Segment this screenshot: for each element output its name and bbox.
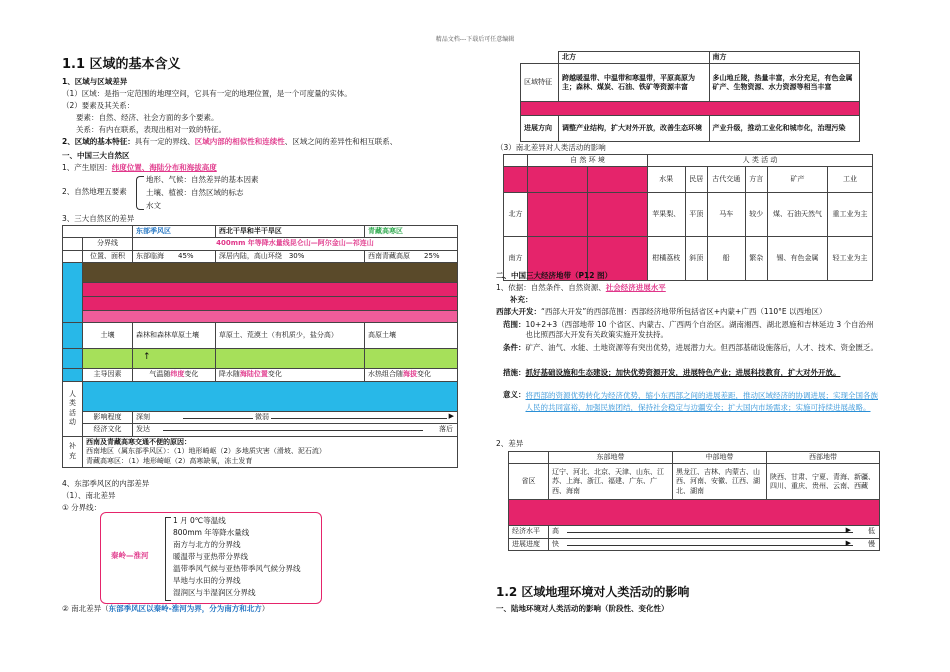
col-header: 矿产 (768, 167, 828, 193)
north-south-table (520, 51, 860, 142)
cell: 跨越暖温带、中温带和寒温带，平原高原为主；森林、煤炭、石油、铁矿等资源丰富 (559, 64, 710, 102)
natural-regions-table (62, 225, 458, 468)
row-label: 位置、面积 (83, 250, 133, 262)
section-title: 1.1 区域的基本含义 (62, 57, 181, 72)
heading: 一、陆地环境对人类活动的影响（阶段性、变化性） (496, 604, 669, 613)
col-header: 方言 (745, 167, 768, 193)
section-title: 1.2 区域地理环境对人类活动的影响 (496, 585, 690, 599)
text-line: （2）要素及其关系： (62, 101, 135, 110)
col-header: 自 然 环 境 (528, 155, 648, 167)
text-block: 条件： 矿产、油气、水能、土地资源等有突出优势，进展潜力大。但西部基础设施落后，人才、技术、资金匮乏。 (503, 343, 878, 352)
text-line: 3、三大自然区的差异 (62, 214, 135, 223)
col-header: 中部地带 (673, 452, 767, 464)
row-label: 分界线 (83, 238, 133, 250)
divide-name: 秦岭—淮河 (111, 551, 149, 560)
divide-list-item: 南方与北方的分界线 (173, 540, 241, 549)
cell: 较少 (745, 193, 768, 237)
row-label: 省区 (509, 464, 549, 500)
cell: 马车 (708, 193, 746, 237)
text-block: 范围： 10+2+3（西部地带 10 个省区、内蒙古、广西两个自治区。湖南湘西、湖北恩施和吉林延边 3 个自治州也比照西部大开发有关政策实施开发扶持。 (503, 320, 874, 340)
text-line: ② 南北差异（东部季风区以秦岭-淮河为界，分为南方和北方） (62, 604, 270, 613)
col-header: 西部地带 (767, 452, 880, 464)
divide-list-item: 湿润区与半湿润区分界线 (173, 588, 256, 597)
cell: 森林和森林草原土壤 (133, 323, 216, 349)
page-header: 精品文档---下载后可任意编辑 (435, 36, 515, 43)
text-block: 意义： 将西部的资源优势转化为经济优势，缩小东西部之间的进展差距，推动区域经济的协调进展；实现全国各族人民的共同富裕，加强民族团结，保持社会稳定与边疆安全；扩大国内市场需求；实施可持续进展战略。 (503, 390, 878, 412)
row-label: 土壤 (83, 323, 133, 349)
cell: 多山地丘陵，热量丰富，水分充足，有色金属矿产、生物资源、水力资源等相当丰富 (709, 64, 860, 102)
cell: 快 ▶ 慢 (549, 538, 880, 550)
cell: 东部临海 45% (133, 250, 216, 262)
divide-list-item: 旱地与水田的分界线 (173, 576, 241, 585)
col-header: 北方 (559, 52, 710, 64)
row-label: 进展方向 (521, 116, 559, 142)
col-header: 青藏高寒区 (364, 226, 457, 238)
text-line: （3）南北差异对人类活动的影响 (496, 143, 606, 152)
text-line: 土壤、植被：自然区域的标志 (146, 188, 244, 197)
cell: 深刻 微弱 ▶ (133, 411, 458, 423)
cell: 锡、有色金属 (768, 237, 828, 281)
col-header: 古代交通 (708, 167, 746, 193)
row-label: 主导因素 (83, 369, 133, 381)
divide-list-item: 1 月 0℃等温线 (173, 516, 226, 525)
heading: 1、区域与区域差异 (62, 77, 128, 86)
col-header: 南方 (709, 52, 860, 64)
cell: 苹果梨、 (648, 193, 686, 237)
cell: 黑龙江、吉林、内蒙古、山西、河南、安徽、江西、湖北、湖南 (673, 464, 767, 500)
row-label: 进展进度 (509, 538, 549, 550)
human-activity-table (503, 154, 873, 281)
cell: 发达 落后 (133, 424, 458, 436)
cell: 400mm 年等降水量线昆仑山—阿尔金山—祁连山 (133, 238, 458, 250)
col-header: 水果 (648, 167, 686, 193)
divide-list-item: 温带季风气候与亚热带季风气候分界线 (173, 564, 301, 573)
cell: 草原土、荒漠土（有机质少，盐分高） (215, 323, 364, 349)
brace (136, 176, 144, 210)
cell: 高原土壤 (364, 323, 457, 349)
up-arrow-icon: ↑ (143, 352, 151, 363)
text-line: 地形、气候：自然差异的基本因素 (146, 175, 259, 184)
text-line: 关系：有内在联系，表现出相对一致的特征。 (76, 125, 226, 134)
row-label: 区域特征 (521, 64, 559, 102)
cell: 繁杂 (745, 237, 768, 281)
col-header: 东部季风区 (133, 226, 216, 238)
row-label: 北方 (504, 193, 528, 237)
row-label: 南方 (504, 237, 528, 281)
heading: 一、中国三大自然区 (62, 151, 130, 160)
cell: 煤、石油天然气 (768, 193, 828, 237)
cell: 平顶 (685, 193, 708, 237)
cell: 深居内陆，高山环绕 30% (215, 250, 364, 262)
text-line: 4、东部季风区的内部差异 (62, 479, 150, 488)
row-label: 影响程度 (83, 411, 133, 423)
col-header: 工业 (828, 167, 873, 193)
side-label: 补充 (63, 436, 83, 467)
text-line: 要素：自然、经济、社会方面的多个要素。 (76, 113, 219, 122)
cell: 轻工业为主 (828, 237, 873, 281)
cell: 调整产业结构，扩大对外开放，改善生态环境 (559, 116, 710, 142)
divide-list-item: 800mm 年等降水量线 (173, 528, 250, 537)
cell: 降水随海陆位置变化 (215, 369, 364, 381)
cell: 产业升级，推动工业化和城市化，治理污染 (709, 116, 860, 142)
text-line: 补充： (510, 295, 533, 304)
text-line: （1）、南北差异 (62, 491, 116, 500)
text-line: 2、差异 (496, 439, 524, 448)
cell: 陕西、甘肃、宁夏、青海、新疆、四川、重庆、贵州、云南、西藏 (767, 464, 880, 500)
cell: 高 ▶ 低 (549, 526, 880, 538)
text-line: 1、产生原因：纬度位置、海陆分布和海拔高度 (62, 163, 217, 172)
col-header: 东部地带 (549, 452, 673, 464)
col-header: 民居 (685, 167, 708, 193)
cell: 重工业为主 (828, 193, 873, 237)
cell: 西南青藏高原 25% (364, 250, 457, 262)
text-line: 2、区域的基本特征：具有一定的界线、区域内部的相似性和连续性、区域之间的差异性和相互联系、 (62, 137, 398, 146)
row-label: 经济文化 (83, 424, 133, 436)
row-label: 经济水平 (509, 526, 549, 538)
cell: 水热组合随海拔变化 (364, 369, 457, 381)
side-label: 人类活动 (63, 381, 83, 436)
cell: 船 (708, 237, 746, 281)
col-header: 人 类 活 动 (648, 155, 873, 167)
text-line: 1、依据：自然条件、自然资源、社会经济进展水平 (496, 283, 666, 292)
divide-list-item: 暖温带与亚热带分界线 (173, 552, 248, 561)
divide-box (100, 512, 322, 604)
cell: 气温随纬度变化 (133, 369, 216, 381)
text-line: 2、自然地理五要素 (62, 187, 127, 196)
cell: 西南及青藏高寒交通不便的原因： 西南地区（属东部季风区）：（1）地形崎岖（2）多地质灾害（滑坡、泥石流） 青藏高寒区：（1）地形崎岖（2）高寒缺氧，冻土发育 (83, 436, 458, 467)
brace (165, 517, 171, 601)
text-line: ① 分界线： (62, 503, 102, 512)
text-block: 措施： 抓好基础设施和生态建设；加快优势资源开发，进展特色产业；进展科技教育，扩大对外开放。 (503, 368, 841, 377)
cell: 柑橘荔枝 (648, 237, 686, 281)
text-line: 西部大开发：“西部大开发”的西部范围：西部经济地带所包括省区+内蒙+广西（110°E 以西地区） (496, 307, 827, 316)
cell: 辽宁、河北、北京、天津、山东、江苏、上海、浙江、福建、广东、广西、海南 (549, 464, 673, 500)
economic-zones-table (508, 451, 880, 551)
text-line: （1）区域：是指一定范围的地理空间，它具有一定的地理位置，是一个可度量的实体。 (62, 89, 352, 98)
col-header: 西北干旱和半干旱区 (215, 226, 364, 238)
text-line: 水文 (146, 201, 161, 210)
heading: 二、中国三大经济地带（P12 图） (496, 271, 613, 280)
cell: 斜顶 (685, 237, 708, 281)
divide-list (173, 515, 301, 599)
